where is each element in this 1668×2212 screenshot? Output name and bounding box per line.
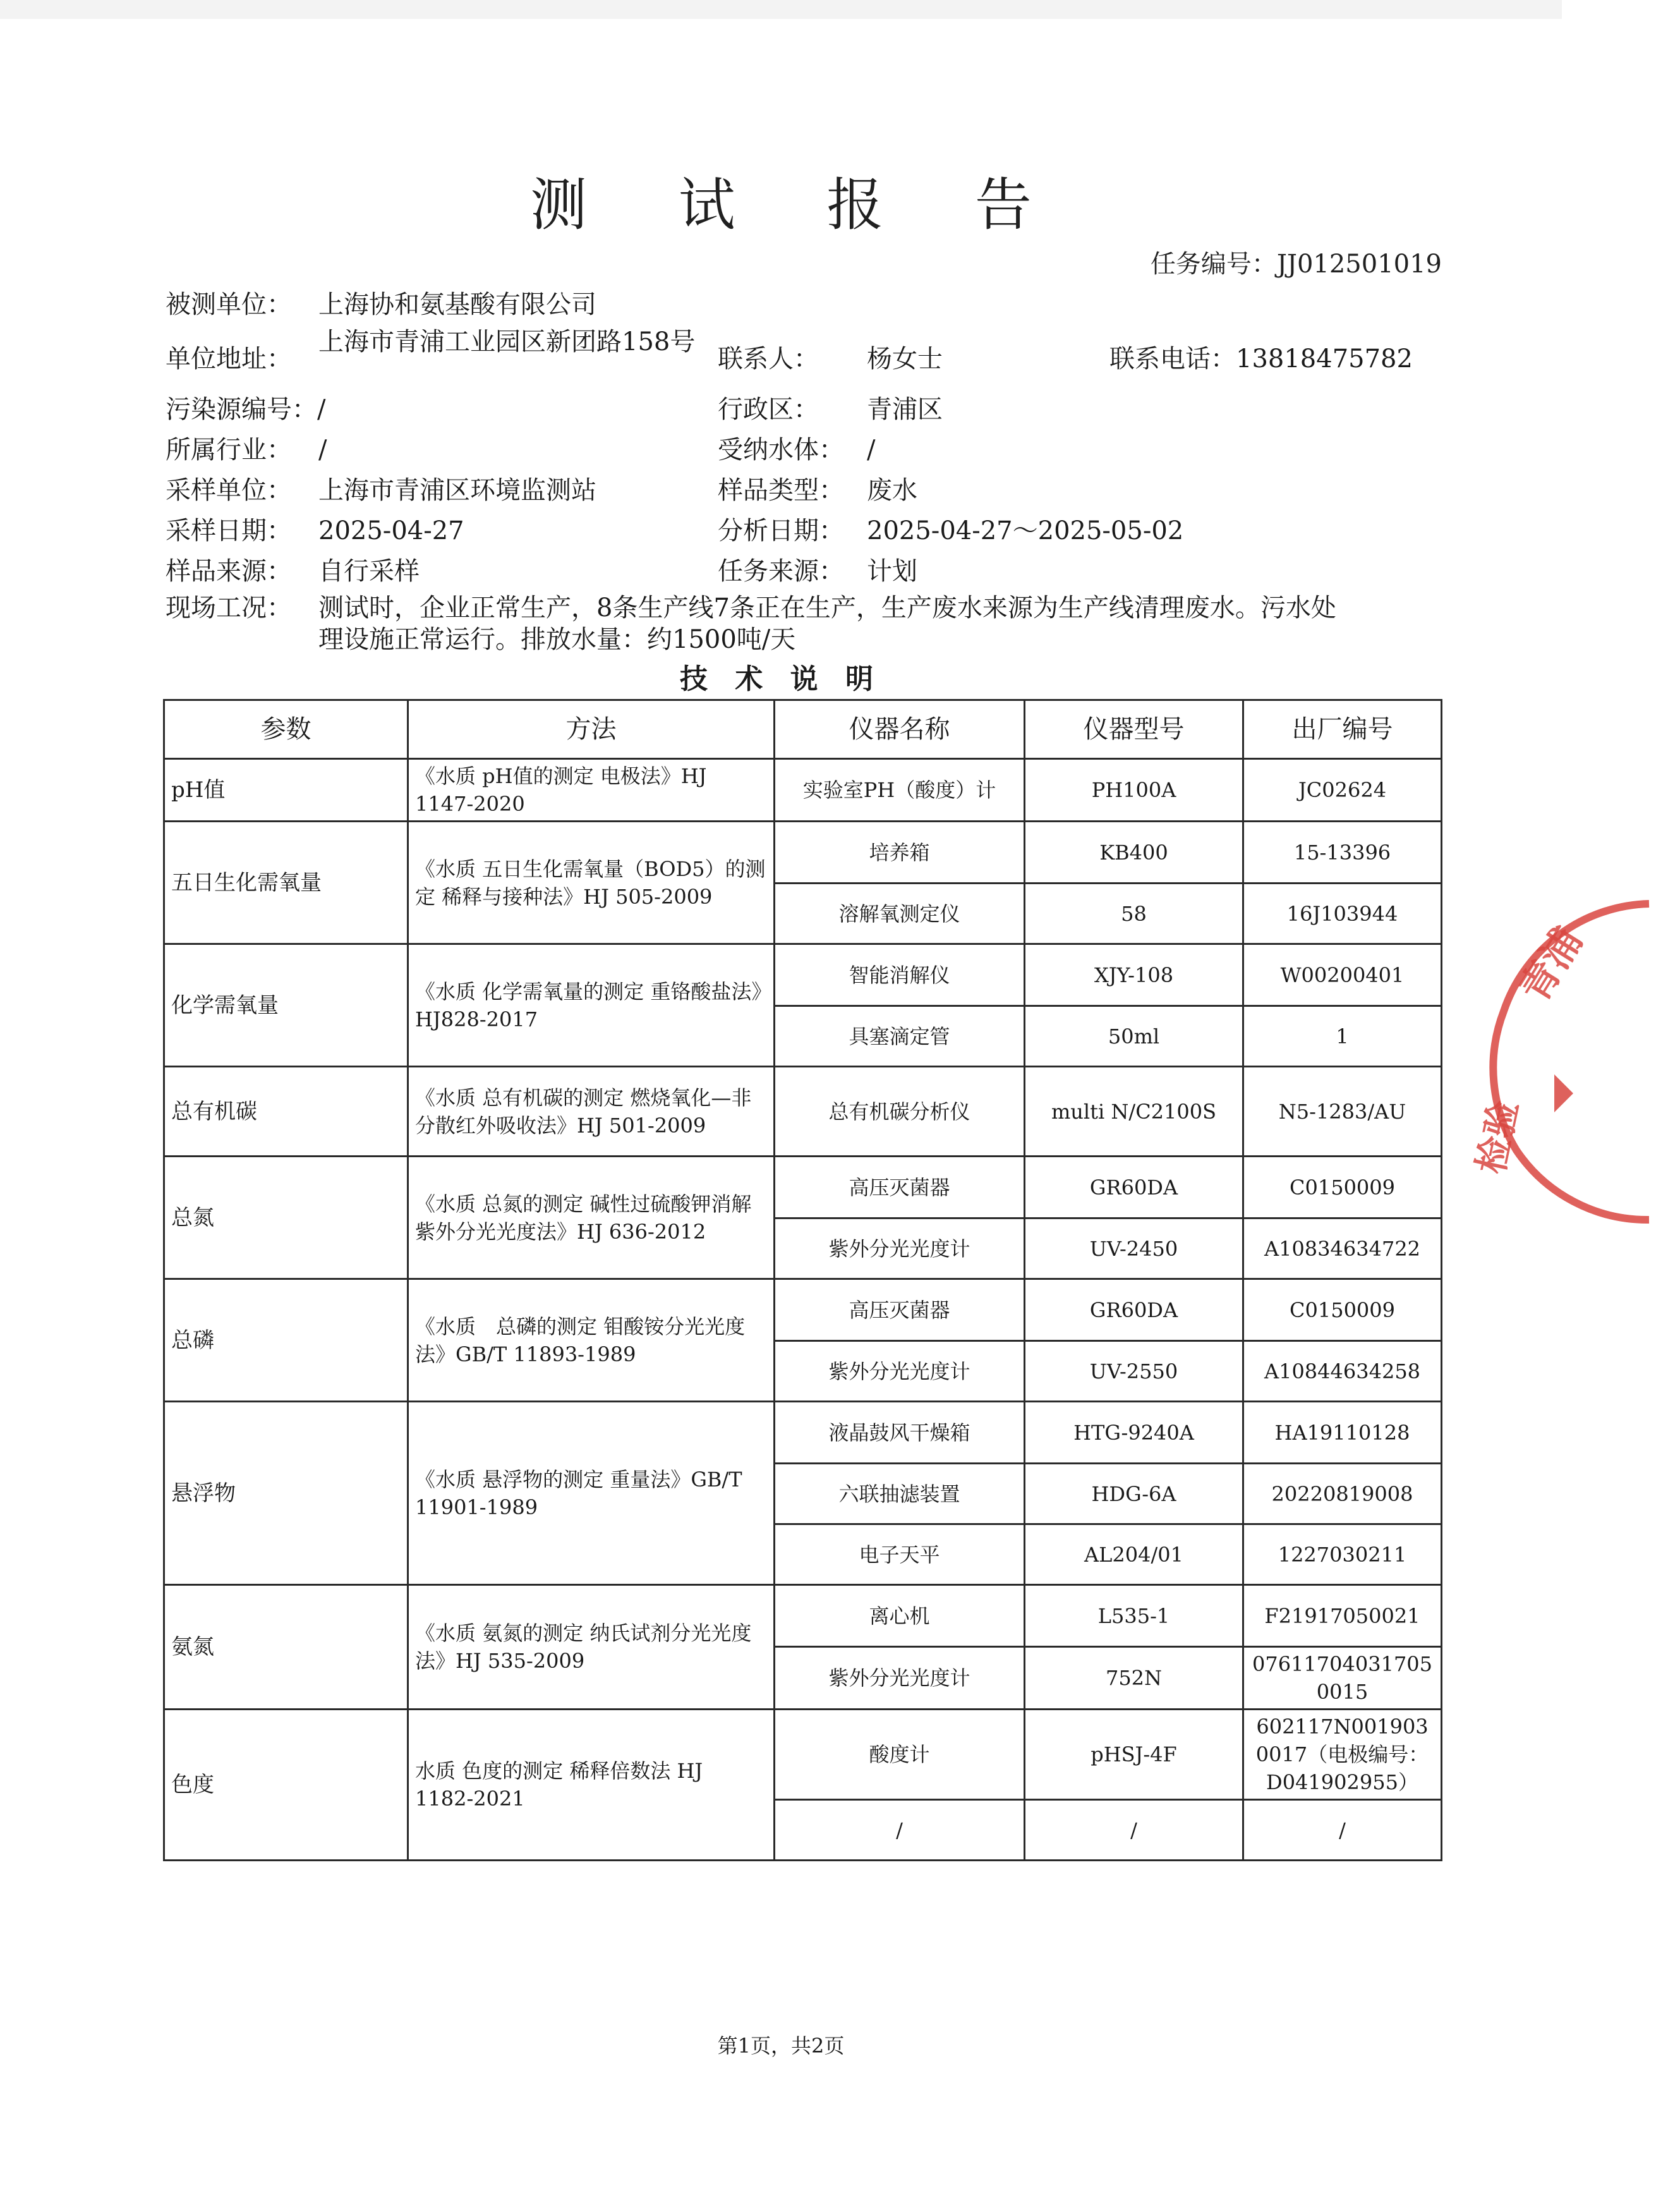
task-source-label: 任务来源： (718, 557, 844, 586)
sample-source-label: 样品来源： (166, 557, 292, 586)
param-cell: 悬浮物 (164, 1402, 408, 1585)
table-row (164, 1710, 1442, 1800)
instrument-model-cell: 752N (1025, 1647, 1243, 1710)
tech-table (163, 699, 1442, 1861)
header-param: 参数 (164, 700, 408, 759)
table-row (164, 1157, 1442, 1218)
contact-label: 联系人： (718, 344, 819, 374)
seal-star-fragment (1554, 1074, 1573, 1112)
table-row (164, 944, 1442, 1006)
instrument-name-cell: 溶解氧测定仪 (775, 884, 1025, 944)
instrument-model-cell: multi N/C2100S (1025, 1067, 1243, 1157)
serial-number-cell: W00200401 (1243, 944, 1442, 1006)
header-method: 方法 (408, 700, 775, 759)
sampling-date-value: 2025-04-27 (318, 516, 464, 545)
param-cell: 总有机碳 (164, 1067, 408, 1157)
instrument-name-cell: 高压灭菌器 (775, 1279, 1025, 1341)
serial-number-cell: C0150009 (1243, 1157, 1442, 1218)
site-condition-line2: 理设施正常运行。排放水量：约1500吨/天 (318, 625, 796, 654)
sample-type-label: 样品类型： (718, 476, 844, 505)
phone-label: 联系电话： (1109, 344, 1236, 374)
header-serial-number: 出厂编号 (1243, 700, 1442, 759)
instrument-model-cell: PH100A (1025, 759, 1243, 822)
phone-field (1109, 343, 1413, 375)
instrument-model-cell: AL204/01 (1025, 1524, 1243, 1585)
analysis-date-field (718, 514, 1183, 547)
tested-unit-field (166, 288, 596, 321)
instrument-name-cell: 高压灭菌器 (775, 1157, 1025, 1218)
instrument-name-cell: 液晶鼓风干燥箱 (775, 1402, 1025, 1464)
serial-number-cell: / (1243, 1800, 1442, 1861)
task-source-value: 计划 (867, 557, 917, 586)
method-cell: 《水质 总磷的测定 钼酸铵分光光度法》GB/T 11893-1989 (408, 1279, 775, 1402)
method-cell: 《水质 五日生化需氧量（BOD5）的测定 稀释与接种法》HJ 505-2009 (408, 822, 775, 944)
serial-number-cell: 15-13396 (1243, 822, 1442, 884)
param-cell: 氨氮 (164, 1585, 408, 1710)
tested-unit-label: 被测单位： (166, 290, 292, 319)
instrument-name-cell: 智能消解仪 (775, 944, 1025, 1006)
site-condition-label: 现场工况： (166, 593, 292, 623)
district-value: 青浦区 (867, 395, 943, 424)
sample-type-field (718, 474, 917, 507)
serial-number-cell: F21917050021 (1243, 1585, 1442, 1647)
instrument-model-cell: HDG-6A (1025, 1464, 1243, 1524)
serial-number-cell: C0150009 (1243, 1279, 1442, 1341)
table-header-row (164, 700, 1442, 759)
scan-edge (0, 0, 1562, 19)
sampling-unit-label: 采样单位： (166, 476, 292, 505)
instrument-name-cell: 酸度计 (775, 1710, 1025, 1800)
serial-number-cell: 1 (1243, 1006, 1442, 1067)
serial-number-cell: 20220819008 (1243, 1464, 1442, 1524)
instrument-name-cell: 具塞滴定管 (775, 1006, 1025, 1067)
instrument-name-cell: 紫外分光光度计 (775, 1218, 1025, 1279)
instrument-model-cell: / (1025, 1800, 1243, 1861)
seal-text: 青浦 (1510, 919, 1592, 1010)
header-instrument-name: 仪器名称 (775, 700, 1025, 759)
serial-number-cell: JC02624 (1243, 759, 1442, 822)
sample-source-value: 自行采样 (318, 557, 420, 586)
address-value: 上海市青浦工业园区新团路158号 (318, 327, 696, 356)
sampling-date-label: 采样日期： (166, 516, 292, 545)
param-cell: 总氮 (164, 1157, 408, 1279)
table-row (164, 1067, 1442, 1157)
serial-number-cell: 602117N0019030017（电极编号：D041902955） (1243, 1710, 1442, 1800)
table-row (164, 1279, 1442, 1341)
instrument-name-cell: 培养箱 (775, 822, 1025, 884)
sample-type-value: 废水 (867, 476, 917, 505)
industry-value: / (318, 435, 327, 465)
instrument-model-cell: GR60DA (1025, 1157, 1243, 1218)
param-cell: 五日生化需氧量 (164, 822, 408, 944)
param-cell: pH值 (164, 759, 408, 822)
instrument-model-cell: pHSJ-4F (1025, 1710, 1243, 1800)
address-label: 单位地址： (166, 344, 292, 374)
serial-number-cell: HA19110128 (1243, 1402, 1442, 1464)
header-instrument-model: 仪器型号 (1025, 700, 1243, 759)
task-number: 任务编号：JJ012501019 (1150, 250, 1442, 279)
pollution-no-value: / (317, 395, 326, 424)
task-source-field (718, 555, 917, 588)
method-cell: 《水质 氨氮的测定 纳氏试剂分光光度法》HJ 535-2009 (408, 1585, 775, 1710)
instrument-model-cell: XJY-108 (1025, 944, 1243, 1006)
method-cell: 水质 色度的测定 稀释倍数法 HJ 1182-2021 (408, 1710, 775, 1861)
tech-section-title: 技 术 说 明 (680, 663, 882, 695)
tested-unit-value: 上海协和氨基酸有限公司 (318, 290, 596, 319)
receiving-water-field (718, 434, 875, 466)
instrument-model-cell: GR60DA (1025, 1279, 1243, 1341)
instrument-model-cell: 50ml (1025, 1006, 1243, 1067)
sampling-date-field (166, 514, 464, 547)
instrument-name-cell: 总有机碳分析仪 (775, 1067, 1025, 1157)
table-body (164, 759, 1442, 1861)
instrument-model-cell: HTG-9240A (1025, 1402, 1243, 1464)
instrument-name-cell: 电子天平 (775, 1524, 1025, 1585)
pollution-no-field (166, 393, 325, 426)
sampling-unit-value: 上海市青浦区环境监测站 (318, 476, 596, 505)
method-cell: 《水质 总有机碳的测定 燃烧氧化—非分散红外吸收法》HJ 501-2009 (408, 1067, 775, 1157)
instrument-model-cell: UV-2450 (1025, 1218, 1243, 1279)
instrument-name-cell: 紫外分光光度计 (775, 1647, 1025, 1710)
receiving-water-label: 受纳水体： (718, 435, 844, 465)
sample-source-field (166, 555, 420, 588)
serial-number-cell: 16J103944 (1243, 884, 1442, 944)
instrument-model-cell: L535-1 (1025, 1585, 1243, 1647)
analysis-date-value: 2025-04-27～2025-05-02 (867, 516, 1184, 545)
instrument-model-cell: UV-2550 (1025, 1341, 1243, 1402)
industry-label: 所属行业： (166, 435, 292, 465)
method-cell: 《水质 悬浮物的测定 重量法》GB/T 11901-1989 (408, 1402, 775, 1585)
table-row (164, 1585, 1442, 1647)
analysis-date-label: 分析日期： (718, 516, 844, 545)
param-cell: 化学需氧量 (164, 944, 408, 1067)
instrument-name-cell: / (775, 1800, 1025, 1861)
instrument-name-cell: 六联抽滤装置 (775, 1464, 1025, 1524)
method-cell: 《水质 pH值的测定 电极法》HJ 1147-2020 (408, 759, 775, 822)
serial-number-cell: A10834634722 (1243, 1218, 1442, 1279)
district-label: 行政区： (718, 395, 819, 424)
instrument-name-cell: 实验室PH（酸度）计 (775, 759, 1025, 822)
method-cell: 《水质 化学需氧量的测定 重铬酸盐法》HJ828-2017 (408, 944, 775, 1067)
report-title: 测 试 报 告 (530, 172, 1068, 238)
serial-number-cell: N5-1283/AU (1243, 1067, 1442, 1157)
param-cell: 总磷 (164, 1279, 408, 1402)
instrument-model-cell: 58 (1025, 884, 1243, 944)
serial-number-cell: A10844634258 (1243, 1341, 1442, 1402)
instrument-model-cell: KB400 (1025, 822, 1243, 884)
receiving-water-value: / (867, 435, 876, 465)
page-number: 第1页，共2页 (717, 2034, 845, 2058)
industry-field (166, 434, 327, 466)
serial-number-cell: 076117040317050015 (1243, 1647, 1442, 1710)
contact-value: 杨女士 (867, 344, 943, 374)
contact-field (718, 343, 943, 375)
method-cell: 《水质 总氮的测定 碱性过硫酸钾消解紫外分光光度法》HJ 636-2012 (408, 1157, 775, 1279)
table-row (164, 759, 1442, 822)
table-row (164, 1402, 1442, 1464)
instrument-name-cell: 紫外分光光度计 (775, 1341, 1025, 1402)
seal-text-lower: 检验 (1469, 1097, 1526, 1177)
sampling-unit-field (166, 474, 596, 507)
serial-number-cell: 1227030211 (1243, 1524, 1442, 1585)
district-field (718, 393, 943, 426)
instrument-name-cell: 离心机 (775, 1585, 1025, 1647)
phone-value: 13818475782 (1236, 344, 1413, 374)
table-row (164, 822, 1442, 884)
site-condition-line1: 测试时，企业正常生产，8条生产线7条正在生产，生产废水来源为生产线清理废水。污水处 (318, 593, 1336, 623)
param-cell: 色度 (164, 1710, 408, 1861)
pollution-no-label: 污染源编号： (166, 395, 317, 424)
official-seal (1466, 885, 1668, 1239)
